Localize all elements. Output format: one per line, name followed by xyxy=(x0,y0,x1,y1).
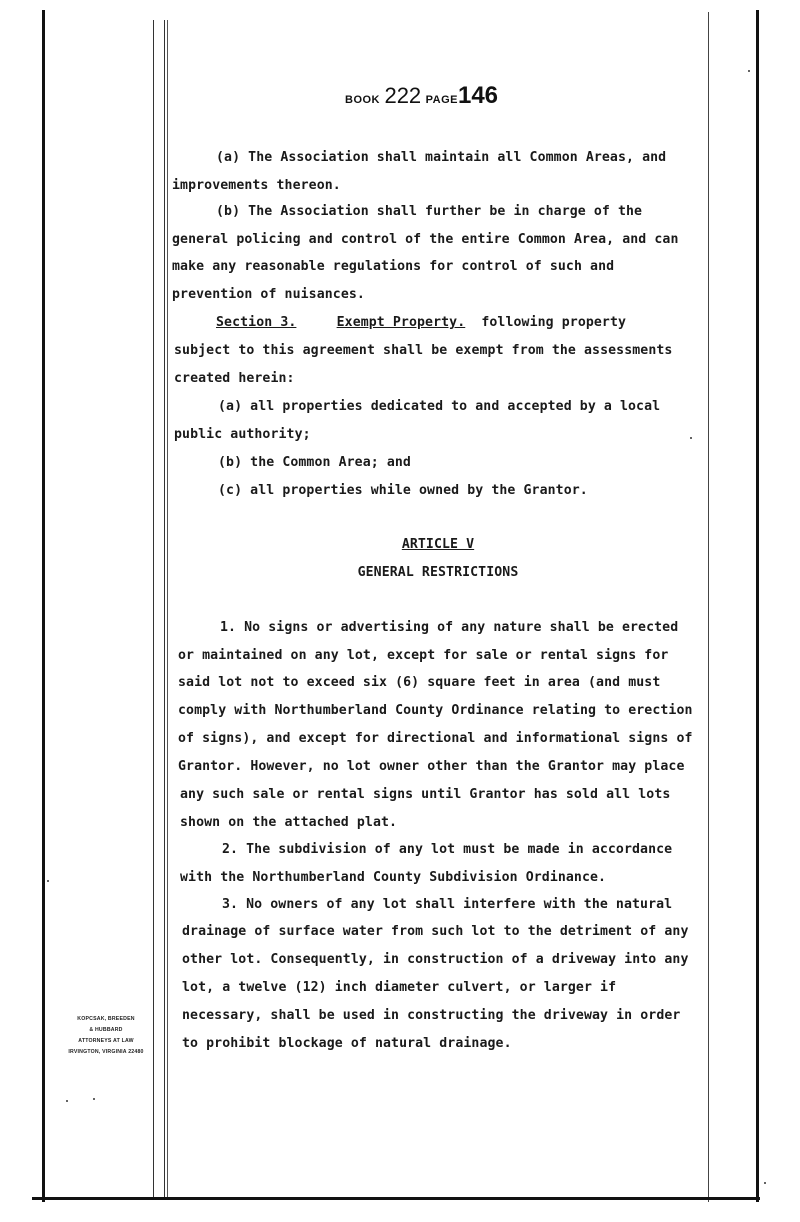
text-line: (c) all properties while owned by the Grantor. xyxy=(218,483,588,498)
text-line: lot, a twelve (12) inch diameter culvert, or larger if xyxy=(182,980,617,995)
section-3-title: Exempt Property. xyxy=(336,315,466,330)
left-border-rule xyxy=(42,10,45,1202)
text-line: prevention of nuisances. xyxy=(172,287,365,302)
attorney-stamp-line: KOPCSAK, BREEDEN xyxy=(77,1016,135,1022)
text-line: comply with Northumberland County Ordinance relating to erection xyxy=(178,703,693,718)
text-line: (b) The Association shall further be in charge of the xyxy=(216,204,643,219)
article-heading: ARTICLE V xyxy=(401,537,475,552)
margin-line xyxy=(164,20,165,1200)
speck-mark xyxy=(690,437,692,439)
book-page-header xyxy=(345,82,498,110)
attorney-stamp-line: & HUBBARD xyxy=(89,1027,123,1033)
speck-mark xyxy=(764,1182,766,1184)
section-3-text: following property xyxy=(481,315,627,330)
text-line: (a) all properties dedicated to and accepted by a local xyxy=(218,399,661,414)
text-line: 2. The subdivision of any lot must be made in accordance xyxy=(222,842,673,857)
bottom-border-rule xyxy=(32,1197,760,1200)
attorney-stamp-line: IRVINGTON, VIRGINIA 22480 xyxy=(68,1049,144,1055)
right-margin-line xyxy=(708,12,709,1202)
text-line: any such sale or rental signs until Grantor has sold all lots xyxy=(180,787,671,802)
text-line: (b) the Common Area; and xyxy=(218,455,411,470)
text-line: improvements thereon. xyxy=(172,178,341,193)
text-line: necessary, shall be used in constructing the driveway in order xyxy=(182,1008,681,1023)
book-label: BOOK xyxy=(345,94,380,106)
section-3-label: Section 3. xyxy=(216,315,297,330)
text-line: drainage of surface water from such lot to the detriment of any xyxy=(182,924,689,939)
speck-mark xyxy=(47,880,49,882)
right-border-rule xyxy=(756,10,759,1202)
text-line: with the Northumberland County Subdivision Ordinance. xyxy=(180,870,607,885)
attorney-stamp-line: ATTORNEYS AT LAW xyxy=(78,1038,134,1044)
text-line: said lot not to exceed six (6) square feet in area (and must xyxy=(178,675,661,690)
text-line: shown on the attached plat. xyxy=(180,815,398,830)
text-line: 3. No owners of any lot shall interfere with the natural xyxy=(222,897,673,912)
page-label: PAGE xyxy=(425,94,458,106)
book-number: 222 xyxy=(384,83,422,108)
speck-mark xyxy=(748,70,750,72)
text-line: or maintained on any lot, except for sale or rental signs for xyxy=(178,648,669,663)
text-line: of signs), and except for directional and informational signs of xyxy=(178,731,693,746)
text-line: 1. No signs or advertising of any nature shall be erected xyxy=(220,620,679,635)
text-line: general policing and control of the entire Common Area, and can xyxy=(172,232,679,247)
margin-line xyxy=(153,20,154,1200)
section-3-line xyxy=(216,315,626,330)
article-subheading: GENERAL RESTRICTIONS xyxy=(357,565,519,580)
margin-line xyxy=(167,20,168,1200)
text-line: created herein: xyxy=(174,371,295,386)
text-line: public authority; xyxy=(174,427,311,442)
text-line: make any reasonable regulations for control of such and xyxy=(172,259,615,274)
page-number: 146 xyxy=(457,82,499,109)
text-line: Grantor. However, no lot owner other than the Grantor may place xyxy=(178,759,685,774)
speck-mark xyxy=(93,1098,95,1100)
text-line: subject to this agreement shall be exempt from the assessments xyxy=(174,343,673,358)
speck-mark xyxy=(66,1100,68,1102)
text-line: to prohibit blockage of natural drainage. xyxy=(182,1036,512,1051)
text-line: (a) The Association shall maintain all Common Areas, and xyxy=(216,150,667,165)
text-line: other lot. Consequently, in construction of a driveway into any xyxy=(182,952,689,967)
